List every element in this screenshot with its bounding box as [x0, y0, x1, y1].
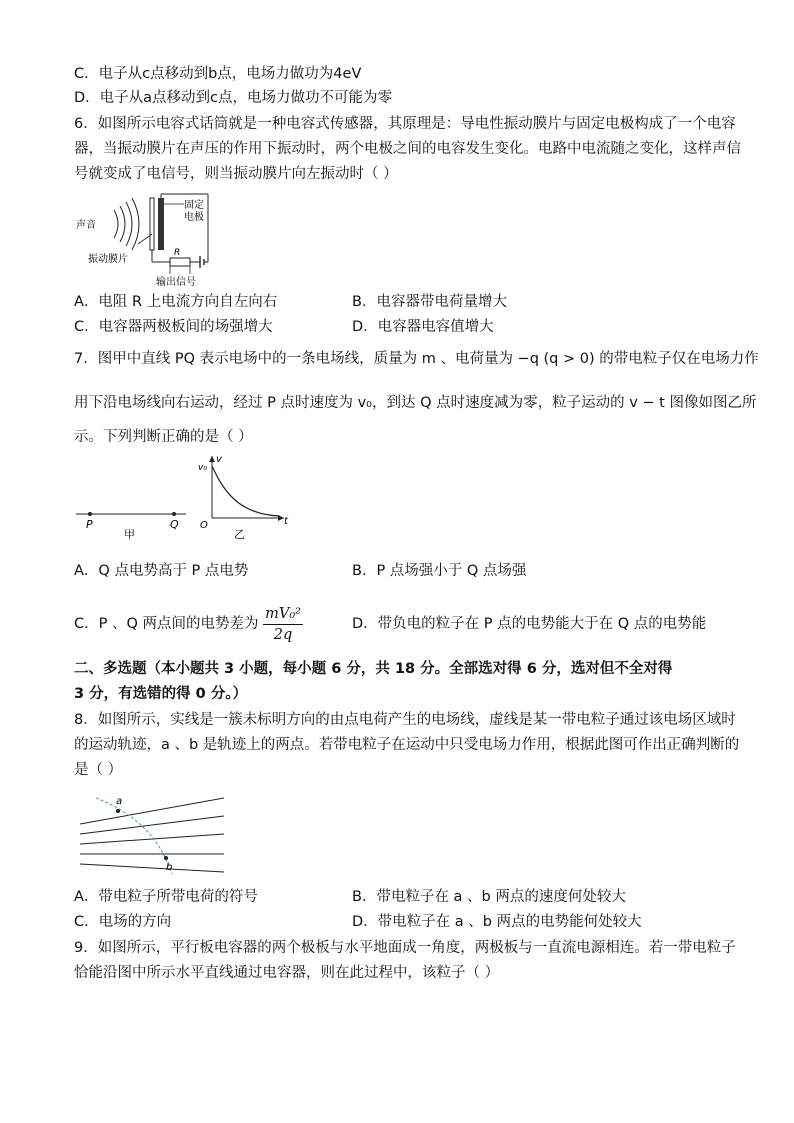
- label-fixed-2: 电极: [184, 212, 204, 223]
- field-line: [80, 864, 224, 872]
- label-v0: v₀: [198, 463, 207, 473]
- label-v: v: [216, 454, 222, 465]
- q8-stem-line3: 是（ ）: [74, 762, 123, 778]
- label-yi: 乙: [234, 528, 245, 541]
- q9-stem-line1: 9．如图所示，平行板电容器的两个极板与水平地面成一角度，两极板与一直流电源相连。若一带电粒子: [74, 940, 736, 956]
- q6-option-b: B．电容器带电荷量增大: [352, 294, 507, 310]
- q7-option-c: [74, 602, 303, 646]
- label-jia: 甲: [124, 528, 135, 541]
- label-O: O: [200, 520, 208, 531]
- q7-option-c-text: C．P 、Q 两点间的电势差为: [74, 616, 259, 632]
- q6-stem-line1: 6．如图所示电容式话筒就是一种电容式传感器，其原理是：导电性振动膜片与固定电极构成了一个电容: [74, 116, 736, 132]
- fraction-denominator: 2q: [273, 626, 293, 643]
- q7-stem-line2: 用下沿电场线向右运动，经过 P 点时速度为 v₀，到达 Q 点时速度减为零，粒子运动的 v − t 图像如图乙所: [74, 395, 757, 411]
- q6-option-c: C．电容器两极板间的场强增大: [74, 319, 273, 335]
- q6-stem-line2: 器，当振动膜片在声压的作用下振动时，两个电极之间的电容发生变化。电路中电流随之变化，这样声信: [74, 141, 741, 157]
- point-b: [164, 856, 168, 860]
- q7-option-c-fraction: [263, 604, 303, 645]
- q5-option-c: C．电子从c点移动到b点，电场力做功为4eV: [74, 66, 362, 82]
- q8-field-figure: [74, 790, 234, 876]
- section2-title-line1: 二、多选题（本小题共 3 小题，每小题 6 分，共 18 分。全部选对得 6 分，选对但不全对得: [74, 661, 673, 677]
- label-sound: 声音: [76, 220, 96, 231]
- resistor-R: [170, 258, 190, 266]
- fixed-electrode: [158, 198, 164, 250]
- field-line: [80, 798, 224, 824]
- q7-stem-line1: 7．图甲中直线 PQ 表示电场中的一条电场线，质量为 m 、电荷量为 −q (q > 0) 的带电粒子仅在电场力作: [74, 351, 759, 367]
- v-t-curve: [212, 466, 279, 516]
- q6-stem-line3: 号就变成了电信号，则当振动膜片向左振动时（ ）: [74, 166, 398, 182]
- label-Q: Q: [170, 518, 179, 531]
- point-P: [88, 512, 92, 516]
- label-b: b: [166, 862, 173, 873]
- label-membrane: 振动膜片: [88, 254, 128, 265]
- label-fixed-1: 固定: [184, 200, 204, 211]
- sound-wave: [120, 206, 125, 242]
- q8-stem-line2: 的运动轨迹，a 、b 是轨迹上的两点。若带电粒子在运动中只受电场力作用，根据此图可作出正确判断的: [74, 737, 740, 753]
- sound-wave: [132, 198, 139, 250]
- label-output: 输出信号: [156, 277, 196, 288]
- q8-option-a: A．带电粒子所带电荷的符号: [74, 889, 258, 905]
- q7-option-a: A．Q 点电势高于 P 点电势: [74, 563, 249, 579]
- point-a: [116, 809, 120, 813]
- q6-microphone-figure: [74, 192, 234, 288]
- field-line: [80, 834, 224, 844]
- label-R: R: [174, 248, 181, 258]
- field-line: [80, 816, 224, 834]
- membrane: [150, 198, 154, 250]
- q8-stem-line1: 8．如图所示，实线是一簇未标明方向的由点电荷产生的电场线，虚线是某一带电粒子通过该电场区域时: [74, 712, 736, 728]
- q7-figures: [74, 452, 304, 548]
- label-P: P: [86, 518, 93, 531]
- fraction-numerator: mV₀²: [263, 604, 303, 625]
- q8-option-c: C．电场的方向: [74, 914, 172, 930]
- label-a: a: [116, 796, 123, 807]
- q7-option-b: B．P 点场强小于 Q 点场强: [352, 563, 527, 579]
- q9-stem-line2: 恰能沿图中所示水平直线通过电容器，则在此过程中，该粒子（ ）: [74, 965, 500, 981]
- label-t: t: [284, 516, 288, 527]
- q8-option-b: B．带电粒子在 a 、b 两点的速度何处较大: [352, 889, 626, 905]
- point-Q: [172, 512, 176, 516]
- q7-stem-line3: 示。下列判断正确的是（ ）: [74, 429, 253, 445]
- sound-wave: [114, 210, 118, 238]
- q7-option-d: D．带负电的粒子在 P 点的电势能大于在 Q 点的电势能: [352, 616, 707, 632]
- q6-option-d: D．电容器电容值增大: [352, 319, 494, 335]
- q5-option-d: D．电子从a点移动到c点，电场力做功不可能为零: [74, 90, 393, 106]
- section2-title-line2: 3 分，有选错的得 0 分。）: [74, 686, 248, 702]
- sound-wave: [126, 202, 132, 246]
- q8-option-d: D．带电粒子在 a 、b 两点的电势能何处较大: [352, 914, 642, 930]
- q6-option-a: A．电阻 R 上电流方向自左向右: [74, 294, 278, 310]
